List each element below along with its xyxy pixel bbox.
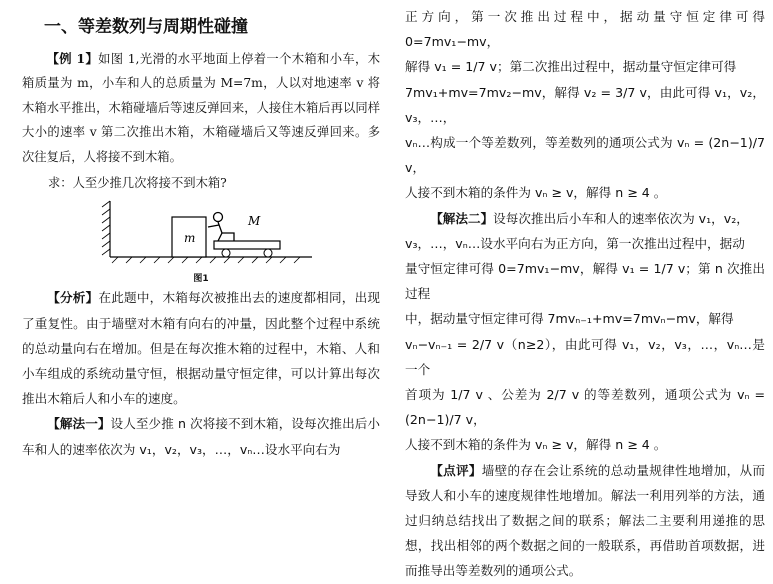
figure-caption: 图1 bbox=[193, 274, 209, 285]
wall-box-cart-diagram bbox=[22, 197, 380, 269]
example-label: 【例 1】 bbox=[46, 51, 99, 66]
solution2-line: v₃，…，vₙ…设水平向右为正方向，第一次推出过程中，据动 bbox=[405, 235, 745, 251]
solution1-line: 7mv₁+mv=7mv₂−mv，解得 v₂ = 3/7 v，由此可得 v₁，v₂，v₃，…， bbox=[405, 84, 765, 125]
solution2-first-line bbox=[405, 206, 765, 231]
analysis-label: 【分析】 bbox=[47, 290, 99, 306]
left-column bbox=[22, 0, 380, 462]
solution2-line: 中，据动量守恒定律可得 7mvₙ₋₁+mv=7mvₙ−mv，解得 bbox=[405, 311, 734, 327]
example-paragraph bbox=[22, 47, 380, 169]
right-column bbox=[405, 0, 765, 584]
section-title: 一、等差数列与周期性碰撞 bbox=[44, 17, 248, 37]
solution1-label: 【解法一】 bbox=[47, 416, 111, 432]
solution1-line: 解得 v₁ = 1/7 v；第二次推出过程中，据动量守恒定律可得 bbox=[405, 59, 737, 75]
comment-paragraph bbox=[405, 458, 765, 584]
solution2-line: 人接不到木箱的条件为 vₙ ≥ v，解得 n ≥ 4 。 bbox=[405, 437, 667, 453]
cart-label: M bbox=[248, 214, 261, 229]
figure-1 bbox=[22, 197, 380, 285]
solution1-line: 人接不到木箱的条件为 vₙ ≥ v，解得 n ≥ 4 。 bbox=[405, 185, 667, 201]
wall-hatch bbox=[102, 201, 110, 255]
cart-body bbox=[214, 241, 280, 249]
solution1-line: 正方向，第一次推出过程中，据动量守恒定律可得 0=7mv₁−mv， bbox=[405, 9, 765, 50]
example-text: 如图 1,光滑的水平地面上停着一个木箱和小车，木箱质量为 m，小车和人的总质量为 M=7m，人以对地速率 v 将木箱水平推出，木箱碰墙后等速反弹回来，人接住木箱后再以同样大小的速率 v 第二次推出木箱，木箱碰墙后又等速反弹回来。多次往复后，人将接不到木箱。 bbox=[22, 52, 380, 164]
person-figure bbox=[208, 213, 234, 242]
solution2-line: 首项为 1/7 v 、公差为 2/7 v 的等差数列，通项公式为 vₙ = (2n−1)/7 v， bbox=[405, 387, 765, 428]
solution1-line: vₙ…构成一个等差数列，等差数列的通项公式为 vₙ = (2n−1)/7 v， bbox=[405, 135, 765, 176]
cart-wheel-left bbox=[222, 249, 230, 257]
solution2-line: 设每次推出后小车和人的速率依次为 v₁，v₂， bbox=[493, 210, 749, 226]
comment-label: 【点评】 bbox=[430, 462, 482, 478]
solution1-text: 设人至少推 n 次将接不到木箱，设每次推出后小车和人的速率依次为 v₁，v₂，v₃，…，vₙ…设水平向右为 bbox=[22, 416, 381, 457]
solution1-paragraph bbox=[22, 411, 380, 461]
solution2-line: vₙ−vₙ₋₁ = 2/7 v（n≥2），由此可得 v₁，v₂，v₃，…，vₙ…是一个 bbox=[405, 336, 765, 377]
box-label: m bbox=[184, 231, 196, 246]
solution2-line: 量守恒定律可得 0=7mv₁−mv，解得 v₁ = 1/7 v；第 n 次推出过程 bbox=[405, 261, 765, 302]
analysis-text: 在此题中，木箱每次被推出去的速度都相同，出现了重复性。由于墙壁对木箱有向右的冲量，因此整个过程中系统的总动量向右在增加。但是在每次推木箱的过程中，木箱、人和小车组成的系统动量守恒，根据动量守恒定律，可以计算出每次推出木箱后人和小车的速度。 bbox=[22, 290, 381, 407]
analysis-paragraph bbox=[22, 285, 380, 411]
question-text: 求：人至少推几次将接不到木箱? bbox=[48, 176, 227, 191]
comment-text: 墙壁的存在会让系统的总动量规律性地增加，从而导致人和小车的速度规律性地增加。解法一利用列举的方法，通过归纳总结找出了数据之间的联系；解法二主要利用递推的思想，找出相邻的两个数据之间的一般联系，再借助首项数据，进而推导出等差数列的通项公式。 bbox=[405, 462, 766, 579]
solution2-label: 【解法二】 bbox=[430, 210, 494, 226]
ground-hatch bbox=[112, 257, 300, 263]
cart-wheel-right bbox=[264, 249, 272, 257]
